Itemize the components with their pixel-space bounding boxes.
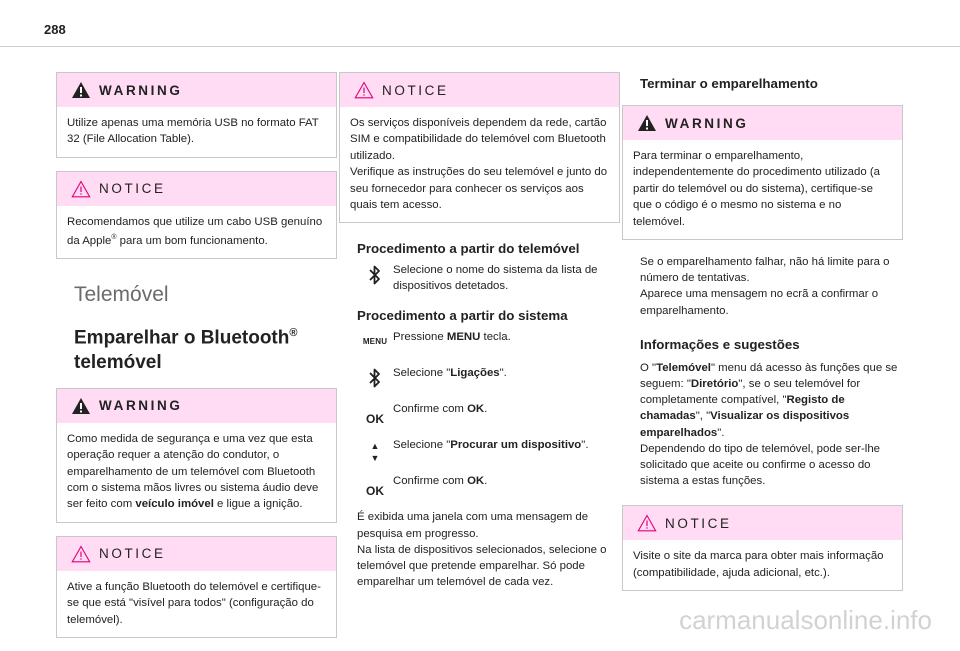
header-divider — [0, 46, 960, 47]
heading-system-procedure: Procedimento a partir do sistema — [357, 308, 568, 324]
heading-end-pairing: Terminar o emparelhamento — [640, 76, 818, 91]
warning-triangle-icon — [71, 397, 91, 415]
system-step — [357, 365, 620, 395]
notice-body: Recomendamos que utilize um cabo USB genuíno da Apple® para um bom funcionamento. — [67, 215, 323, 248]
warning-triangle-icon — [71, 81, 91, 99]
warning-box-safety — [56, 388, 337, 523]
step-text: Selecione o nome do sistema da lista de dispositivos detetados. — [393, 264, 598, 293]
phone-step — [357, 262, 620, 294]
notice-header — [340, 73, 619, 107]
notice-body: Ative a função Bluetooth do telemóvel e certifique-se que está "visível para todos" (configuração do telemóvel). — [67, 580, 321, 626]
ok-icon: OK — [366, 484, 384, 499]
system-step — [357, 329, 620, 359]
column-left — [56, 72, 337, 651]
warning-body: Para terminar o emparelhamento, independentemente do procedimento utilizado (a partir do telemóvel ou do sistema), certifique-se que o código é o mesmo no sistema e no telemóvel. — [633, 150, 880, 228]
warning-body: Como medida de segurança e uma vez que esta operação requer a atenção do condutor, o emparelhamento de um telemóvel com Bluetooth com o sistema mãos livres ou sistema áudio deve ser feito com veículo imóvel e ligue a ignição. — [67, 432, 319, 511]
warning-title: WARNING — [99, 82, 183, 98]
notice-title: NOTICE — [382, 82, 449, 98]
system-step — [357, 401, 620, 431]
heading-phone-procedure: Procedimento a partir do telemóvel — [357, 241, 580, 257]
notice-triangle-icon — [71, 545, 91, 563]
column-middle — [339, 72, 620, 600]
warning-body: Utilize apenas uma memória USB no formato FAT 32 (File Allocation Table). — [67, 117, 319, 146]
notice-header — [57, 172, 336, 206]
step-text: Confirme com OK. — [393, 403, 488, 416]
notice-body: Visite o site da marca para obter mais informação (compatibilidade, ajuda adicional, etc.). — [633, 550, 884, 579]
warning-box-code — [622, 105, 903, 240]
warning-header — [57, 73, 336, 107]
warning-triangle-icon — [637, 114, 657, 132]
notice-header — [57, 537, 336, 571]
warning-title: WARNING — [665, 115, 749, 131]
pairing-fail-paragraph: Se o emparelhamento falhar, não há limite para o número de tentativas. Aparece uma mensagem no ecrã a confirmar o emparelhamento. — [640, 256, 890, 317]
notice-triangle-icon — [637, 514, 657, 532]
heading-info-tips: Informações e sugestões — [640, 336, 800, 352]
notice-box-services — [339, 72, 620, 223]
notice-triangle-icon — [71, 180, 91, 198]
system-step — [357, 437, 620, 467]
step-text: Pressione MENU tecla. — [393, 331, 511, 344]
notice-box-bluetooth — [56, 536, 337, 638]
warning-header — [57, 389, 336, 423]
warning-box-usb — [56, 72, 337, 158]
bluetooth-icon — [357, 262, 393, 286]
notice-box-usb-cable — [56, 171, 337, 260]
notice-box-website — [622, 505, 903, 591]
chapter-title: Telemóvel — [74, 283, 169, 307]
watermark: carmanualsonline.info — [679, 605, 932, 635]
section-title: Emparelhar o Bluetooth® telemóvel — [74, 327, 298, 373]
system-step — [357, 473, 620, 503]
warning-title: WARNING — [99, 398, 183, 414]
notice-title: NOTICE — [99, 546, 166, 562]
notice-title: NOTICE — [665, 515, 732, 531]
notice-triangle-icon — [354, 81, 374, 99]
notice-header — [623, 506, 902, 540]
warning-header — [623, 106, 902, 140]
closing-paragraph: É exibida uma janela com uma mensagem de pesquisa em progresso. Na lista de dispositivos selecionados, selecione o telemóvel que pretende emparelhar. Só pode emparelhar um telemóvel de cada vez. — [357, 511, 607, 589]
ok-icon: OK — [366, 412, 384, 427]
page-number: 288 — [44, 22, 66, 37]
menu-icon: MENU — [362, 337, 388, 347]
step-text: Confirme com OK. — [393, 475, 488, 488]
bluetooth-icon — [357, 365, 393, 389]
step-text: Selecione "Ligações". — [393, 367, 507, 380]
info-paragraph: O "Telemóvel" menu dá acesso às funções que se seguem: "Diretório", se o seu telemóvel for completamente compatível, "Registo de chamadas", "Visualizar os dispositivos emparelhados". Dependendo do tipo de telemóvel, pode ser-lhe solicitado que aceite ou confirme o acesso do sistema a estas funções. — [640, 361, 898, 488]
notice-title: NOTICE — [99, 181, 166, 197]
column-right — [622, 72, 903, 604]
step-text: Selecione "Procurar um dispositivo". — [393, 439, 589, 452]
up-down-arrows-icon: ▲ ▼ — [370, 441, 380, 464]
notice-body: Os serviços disponíveis dependem da rede, cartão SIM e compatibilidade do telemóvel com Bluetooth utilizado. Verifique as instruções do seu telemóvel e junto do seu fornecedor para conhecer os serviços aos quais tem acesso. — [350, 117, 608, 212]
